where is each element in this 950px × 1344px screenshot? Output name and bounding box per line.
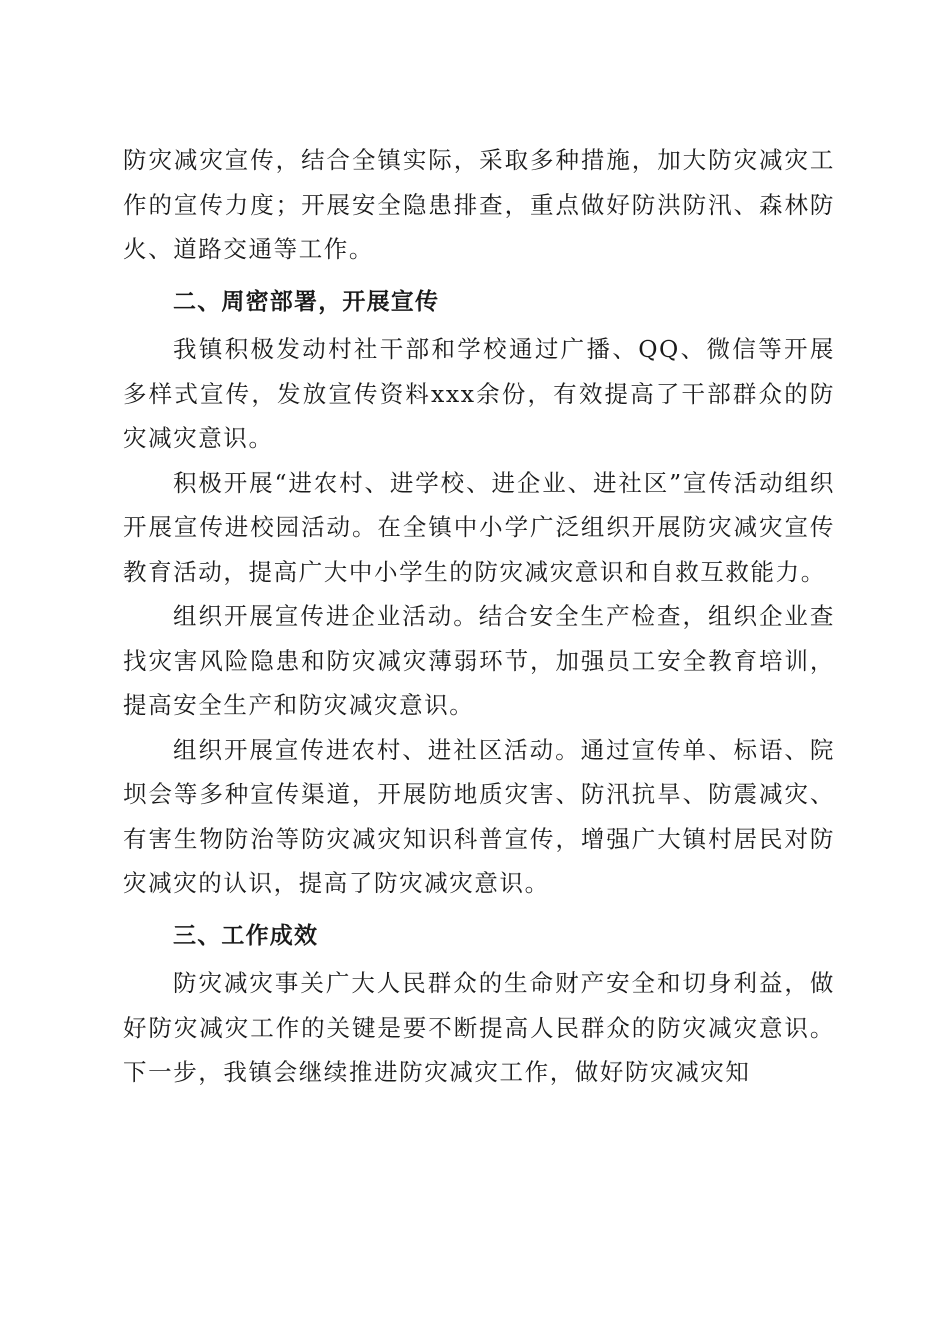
paragraph-campus-activity: 积极开展“进农村、进学校、进企业、进社区”宣传活动组织开展宣传进校园活动。在全镇中小学广泛组织开展防灾减灾宣传教育活动，提高广大中小学生的防灾减灾意识和自救互救能力。 bbox=[123, 468, 835, 586]
paragraph-enterprise-activity: 组织开展宣传进企业活动。结合安全生产检查，组织企业查找灾害风险隐患和防灾减灾薄弱环节，加强员工安全教育培训，提高安全生产和防灾减灾意识。 bbox=[123, 602, 835, 719]
paragraph-work-results: 防灾减灾事关广大人民群众的生命财产安全和切身利益，做好防灾减灾工作的关键是要不断提高人民群众的防灾减灾意识。下一步，我镇会继续推进防灾减灾工作，做好防灾减灾知 bbox=[123, 969, 835, 1086]
paragraph-publicity-channels: 我镇积极发动村社干部和学校通过广播、QQ、微信等开展多样式宣传，发放宣传资料xxx余份，有效提高了干部群众的防灾减灾意识。 bbox=[123, 335, 835, 452]
section-heading-3: 三、工作成效 bbox=[173, 922, 319, 949]
document-body bbox=[123, 138, 835, 1095]
paragraph-continuation: 防灾减灾宣传，结合全镇实际，采取多种措施，加大防灾减灾工作的宣传力度；开展安全隐患排查，重点做好防洪防汛、森林防火、道路交通等工作。 bbox=[123, 146, 835, 263]
section-heading-2: 二、周密部署，开展宣传 bbox=[173, 288, 440, 315]
paragraph-village-community-activity: 组织开展宣传进农村、进社区活动。通过宣传单、标语、院坝会等多种宣传渠道，开展防地质灾害、防汛抗旱、防震减灾、有害生物防治等防灾减灾知识科普宣传，增强广大镇村居民对防灾减灾的认识，提高了防灾减灾意识。 bbox=[123, 735, 835, 897]
